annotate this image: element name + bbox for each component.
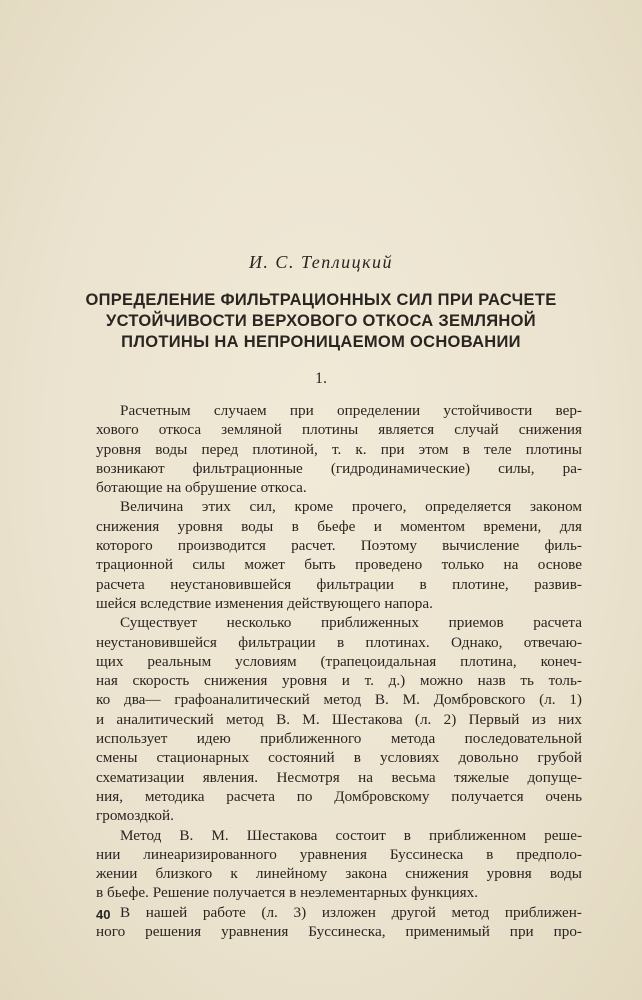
article-title (56, 290, 586, 353)
text-line: ко два— графоаналитический метод В. М. Домбровского (л. 1) (96, 691, 582, 709)
text-line: нии линеаризированного уравнения Буссинеска в предполо- (96, 845, 582, 863)
paragraph (96, 903, 582, 942)
text-line: Метод В. М. Шестакова состоит в приближенном реше- (120, 826, 582, 844)
title-line: УСТОЙЧИВОСТИ ВЕРХОВОГО ОТКОСА ЗЕМЛЯНОЙ (106, 312, 536, 330)
title-line: ОПРЕДЕЛЕНИЕ ФИЛЬТРАЦИОННЫХ СИЛ ПРИ РАСЧЕТЕ (85, 291, 557, 309)
text-line: Существует несколько приближенных приемов расчета (120, 614, 582, 632)
text-line: ная скорость снижения уровня и т. д.) можно назв ть толь- (96, 672, 582, 690)
paragraph (96, 826, 582, 903)
paragraph (96, 497, 582, 613)
text-line: ботающие на обрушение откоса. (96, 479, 307, 497)
body-text (96, 401, 582, 941)
text-line: В нашей работе (л. 3) изложен другой метод приближен- (120, 903, 582, 921)
text-line: ния, методика расчета по Домбровскому получается очень (96, 787, 582, 805)
text-line: и аналитический метод В. М. Шестакова (л. 2) Первый из них (96, 710, 582, 728)
text-line: расчета неустановившейся фильтрации в плотине, развив- (96, 575, 582, 593)
text-line: использует идею приближенного метода последовательной (96, 730, 582, 748)
paragraph (96, 613, 582, 825)
text-line: которого производится расчет. Поэтому вычисление филь- (96, 537, 582, 555)
text-line: громоздкой. (96, 807, 174, 825)
text-line: Величина этих сил, кроме прочего, определяется законом (120, 498, 582, 516)
text-line: возникают фильтрационные (гидродинамические) силы, ра- (96, 459, 582, 477)
page-number: 40 (96, 907, 111, 922)
text-line: шейся вследствие изменения действующего напора. (96, 594, 433, 612)
text-line: неустановившейся фильтрации в плотинах. Однако, отвечаю- (96, 633, 582, 651)
text-line: щих реальным условиям (трапецоидальная плотина, конеч- (96, 652, 582, 670)
paragraph (96, 401, 582, 497)
text-line: снижения уровня воды в бьефе и моментом времени, для (96, 517, 582, 535)
text-line: схематизации явления. Несмотря на весьма тяжелые допуще- (96, 768, 582, 786)
text-line: в бьефе. Решение получается в неэлементарных функциях. (96, 884, 479, 902)
text-line: трационной силы может быть проведено только на основе (96, 556, 582, 574)
text-line: уровня воды перед плотиной, т. к. при этом в теле плотины (96, 440, 582, 458)
text-line: хового откоса земляной плотины является случай снижения (96, 421, 582, 439)
text-line: жении близкого к линейному закона снижения уровня воды (96, 865, 582, 883)
text-line: ного решения уравнения Буссинеска, применимый при про- (96, 923, 582, 941)
text-line: Расчетным случаем при определении устойчивости вер- (120, 402, 582, 419)
text-line: смены стационарных состояний в условиях довольно грубой (96, 749, 582, 767)
section-number: 1. (315, 370, 327, 387)
author-name: И. С. Теплицкий (248, 252, 394, 272)
title-line: ПЛОТИНЫ НА НЕПРОНИЦАЕМОМ ОСНОВАНИИ (121, 333, 521, 351)
